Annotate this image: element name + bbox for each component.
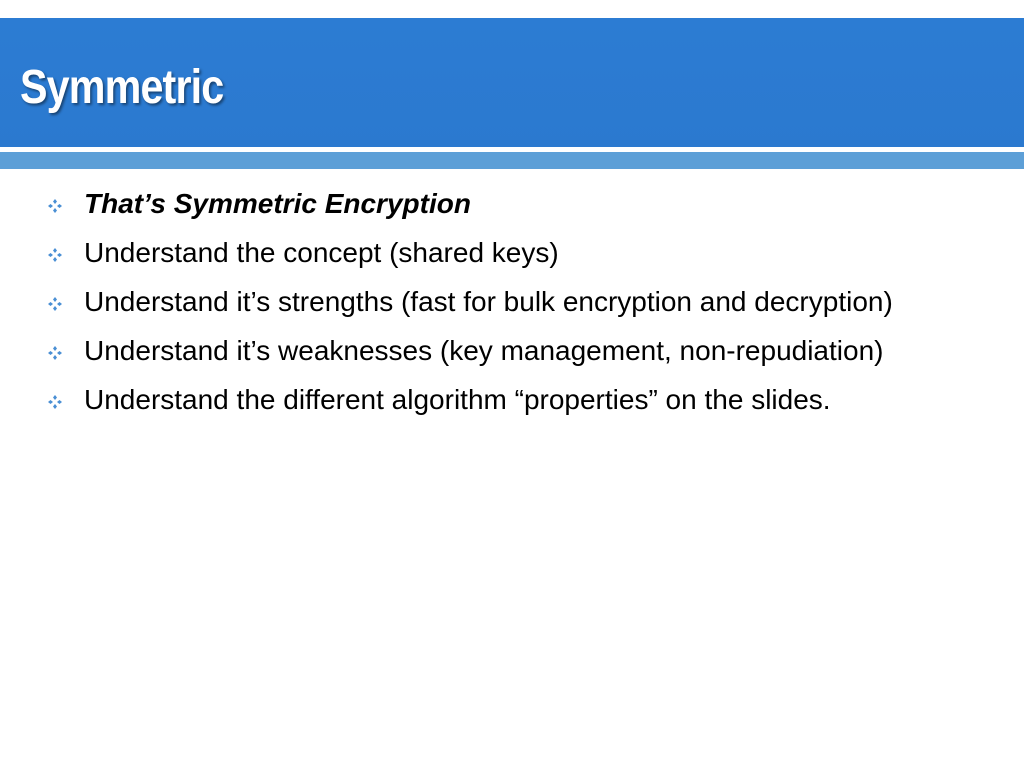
bullet-text: That’s Symmetric Encryption	[84, 188, 471, 219]
slide-title: Symmetric	[20, 61, 224, 114]
four-diamond-bullet-icon	[48, 297, 62, 311]
bullet-text: Understand the concept (shared keys)	[84, 237, 559, 268]
four-diamond-bullet-icon	[48, 395, 62, 409]
bullet-item	[46, 233, 978, 273]
bullet-text: Understand the different algorithm “properties” on the slides.	[84, 384, 831, 415]
bullet-item	[46, 282, 978, 322]
bullet-text: Understand it’s weaknesses (key management, non-repudiation)	[84, 335, 884, 366]
title-accent-stripe	[0, 152, 1024, 169]
bullet-list	[46, 184, 978, 429]
four-diamond-bullet-icon	[48, 199, 62, 213]
bullet-text: Understand it’s strengths (fast for bulk encryption and decryption)	[84, 286, 893, 317]
title-bar	[0, 18, 1024, 147]
four-diamond-bullet-icon	[48, 346, 62, 360]
bullet-item	[46, 184, 978, 224]
bullet-item	[46, 380, 978, 420]
bullet-item	[46, 331, 978, 371]
four-diamond-bullet-icon	[48, 248, 62, 262]
